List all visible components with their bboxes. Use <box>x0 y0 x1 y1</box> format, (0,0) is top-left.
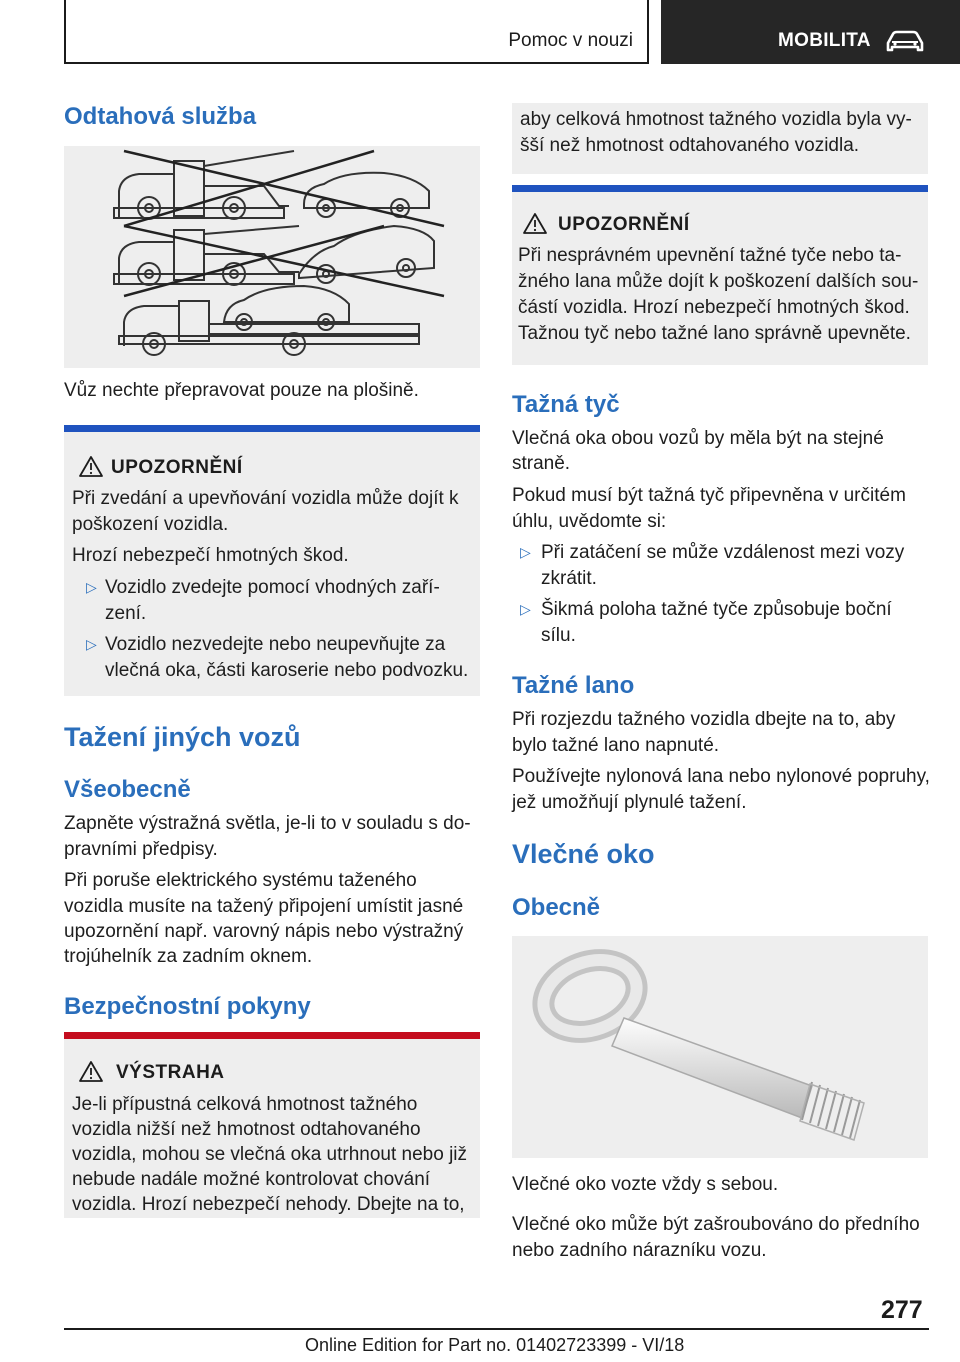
notice-bar <box>512 185 928 192</box>
notice2-title: UPOZORNĚNÍ <box>558 214 690 235</box>
warning-line-2: vozidla nižší než hmotnost odtahovaného <box>72 1119 421 1140</box>
tow-bar-bullet-1b: zkrátit. <box>541 568 597 589</box>
tow-rope-p2-line2: jež umožňují plynulé tažení. <box>512 792 747 813</box>
notice-line-2: poškození vozidla. <box>72 514 229 535</box>
tow-bar-p1-line1: Vlečná oka obou vozů by měla být na stejné <box>512 428 884 449</box>
safety-subheading: Bezpečnostní pokyny <box>64 993 311 1020</box>
warning-icon <box>78 1060 104 1083</box>
notice2-line-3: částí vozidla. Hrozí nebezpečí hmotných škod. <box>518 297 910 318</box>
tow-bar-p1-line2: straně. <box>512 453 571 474</box>
towing-service-heading: Odtahová služba <box>64 103 257 130</box>
general-p2-line1: Při poruše elektrického systému taženého <box>64 870 417 891</box>
general-p2-line4: trojúhelník za zadním oknem. <box>64 946 313 967</box>
towing-service-caption: Vůz nechte přepravovat pouze na plošině. <box>64 380 419 401</box>
tow-bar-bullet-2b: sílu. <box>541 625 576 646</box>
warning-bar <box>64 1032 480 1039</box>
notice-box-2 <box>512 185 928 365</box>
notice-title: UPOZORNĚNÍ <box>111 457 243 478</box>
tow-eye-heading: Vlečné oko <box>512 839 655 869</box>
general-p2-line2: vozidla musíte na tažený připojení umístit jasné <box>64 896 464 917</box>
tow-bar-bullet-2a: Šikmá poloha tažné tyče způsobuje boční <box>541 599 892 620</box>
footer-divider <box>64 1328 929 1330</box>
header-chapter-title: MOBILITA <box>778 30 871 51</box>
tow-truck-illustration <box>64 146 480 368</box>
tow-eye-p2-line1: Vlečné oko může být zašroubováno do předního <box>512 1214 920 1235</box>
warning-box-continued <box>512 103 928 174</box>
notice-line-1: Při zvedání a upevňování vozidla může dojít k <box>72 488 459 509</box>
notice2-line-2: žného lana může dojít k poškození dalších sou- <box>518 271 919 292</box>
tow-rope-p1-line1: Při rozjezdu tažného vozidla dbejte na to, aby <box>512 709 896 730</box>
tow-eye-p2-line2: nebo zadního nárazníku vozu. <box>512 1240 767 1261</box>
tow-bar-bullet-1a: Při zatáčení se může vzdálenost mezi vozy <box>541 542 905 563</box>
car-icon <box>885 30 925 54</box>
notice-bullet-1a: Vozidlo zvedejte pomocí vhodných zaří- <box>105 577 440 598</box>
warning-icon <box>78 455 104 478</box>
tow-bar-heading: Tažná tyč <box>512 391 620 418</box>
notice2-line-4: Tažnou tyč nebo tažné lano správně upevněte. <box>518 323 911 344</box>
general-p1-line1: Zapněte výstražná světla, je-li to v souladu s do- <box>64 813 471 834</box>
tow-bar-p2-line1: Pokud musí být tažná tyč připevněna v určitém <box>512 485 906 506</box>
header-section-title: Pomoc v nouzi <box>508 30 633 51</box>
warning-line-1: Je-li přípustná celková hmotnost tažného <box>72 1094 418 1115</box>
page-number: 277 <box>881 1296 923 1324</box>
notice2-line-1: Při nesprávném upevnění tažné tyče nebo ta- <box>518 245 902 266</box>
footer-edition: Online Edition for Part no. 01402723399 - VI/18 <box>305 1335 685 1355</box>
general-p1-line2: pravními předpisy. <box>64 839 218 860</box>
tow-eye-illustration <box>512 936 928 1158</box>
tow-rope-p2-line1: Používejte nylonová lana nebo nylonové popruhy, <box>512 766 930 787</box>
warning-line-4: nebude nadále možné kontrolovat chování <box>72 1169 431 1190</box>
notice-bullet-1b: zení. <box>105 603 147 624</box>
notice-box <box>64 425 480 696</box>
notice-bar <box>64 425 480 432</box>
notice-bullet-2a: Vozidlo nezvedejte nebo neupevňujte za <box>105 634 446 655</box>
tow-eye-subheading: Obecně <box>512 894 601 921</box>
warning-icon <box>522 212 548 235</box>
tow-bar-p2-line2: úhlu, uvědomte si: <box>512 511 667 532</box>
general-p2-line3: upozornění např. varovný nápis nebo výstražný <box>64 921 464 942</box>
warning-title: VÝSTRAHA <box>116 1062 225 1083</box>
notice-line-3: Hrozí nebezpečí hmotných škod. <box>72 545 349 566</box>
warning-cont-line-1: aby celková hmotnost tažného vozidla byla vy- <box>520 109 912 130</box>
warning-cont-line-2: šší než hmotnost odtahovaného vozidla. <box>520 135 860 156</box>
warning-box <box>64 1032 480 1218</box>
tow-rope-heading: Tažné lano <box>512 672 635 699</box>
warning-line-3: vozidla, mohou se vlečná oka utrhnout nebo již <box>72 1144 468 1165</box>
notice-bullet-2b: vlečná oka, části karoserie nebo podvozku. <box>105 660 469 681</box>
header-section-tab <box>64 0 649 64</box>
towing-others-heading: Tažení jiných vozů <box>64 722 301 752</box>
bullet-triangle-icon: ▷ <box>86 579 97 595</box>
bullet-triangle-icon: ▷ <box>86 636 97 652</box>
general-subheading: Všeobecně <box>64 776 191 803</box>
warning-line-5: vozidla. Hrozí nebezpečí nehody. Dbejte na to, <box>72 1194 465 1215</box>
tow-rope-p1-line2: bylo tažné lano napnuté. <box>512 735 720 756</box>
tow-eye-caption: Vlečné oko vozte vždy s sebou. <box>512 1174 779 1195</box>
bullet-triangle-icon: ▷ <box>520 601 531 617</box>
bullet-triangle-icon: ▷ <box>520 544 531 560</box>
